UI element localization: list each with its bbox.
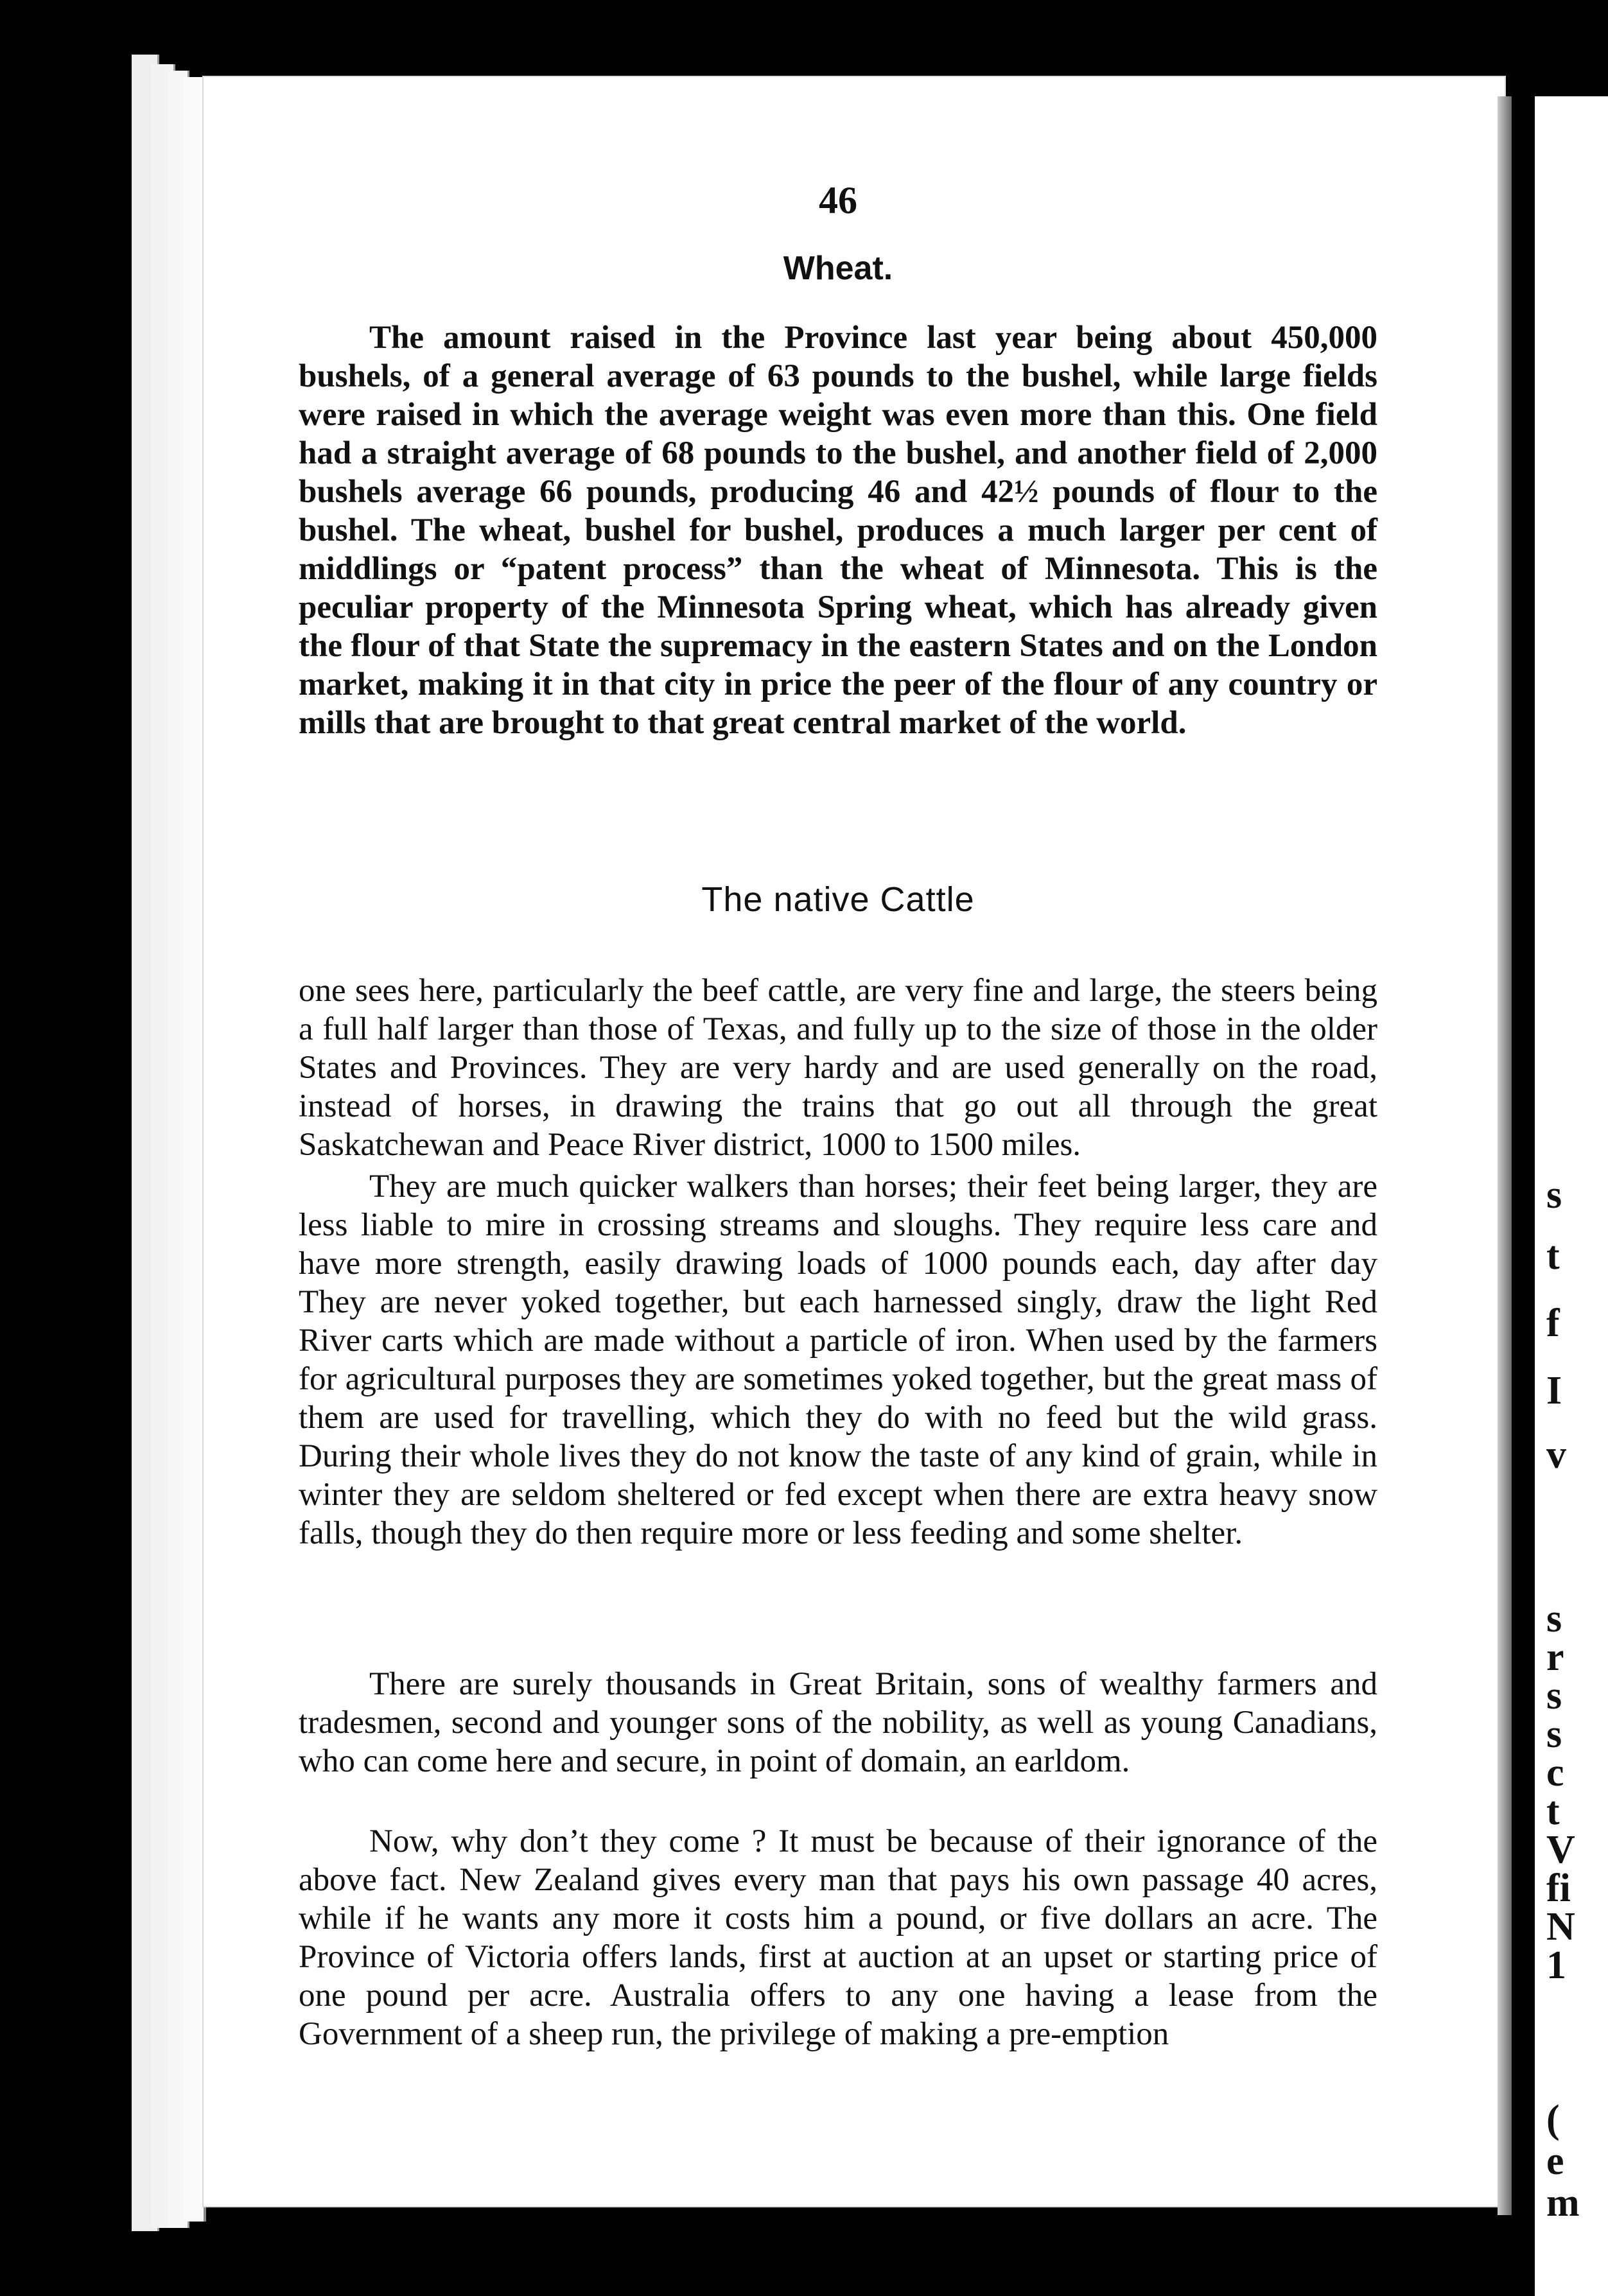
facing-page-fragment: f	[1546, 1301, 1560, 1345]
facing-page-fragment: v	[1546, 1433, 1566, 1477]
page-number: 46	[819, 179, 857, 222]
facing-page-fragment: (	[1546, 2098, 1560, 2141]
facing-page-fragment: fi	[1546, 1866, 1571, 1910]
facing-page-fragment: c	[1546, 1751, 1564, 1795]
facing-page-fragment: 1	[1546, 1944, 1566, 1987]
facing-page-fragment: e	[1546, 2139, 1564, 2183]
cattle-heading: The native Cattle	[701, 880, 975, 919]
scanned-page	[202, 76, 1506, 2207]
cattle-paragraph: There are surely thousands in Great Britain, sons of wealthy farmers and tradesmen, second and younger sons of the nobility, as well as young Canadians, who can come here and secure, in point of domain, an earldom.	[299, 1666, 1377, 1779]
wheat-heading: Wheat.	[783, 250, 893, 287]
facing-page-edge	[1535, 96, 1608, 2296]
cattle-paragraph: They are much quicker walkers than horses; their feet being larger, they are less liable to mire in crossing streams and sloughs. They require less care and have more strength, easily drawing loads of 1000 pounds each, day after day They are never yoked together, but each harnessed singly, draw the light Red River carts which are made without a particle of iron. When used by the farmers for agricultural purposes they are sometimes yoked together, but the great mass of them are used for travelling, which they do with no feed but the wild grass. During their whole lives they do not know the taste of any kind of grain, while in winter they are seldom sheltered or fed except when there are extra heavy snow falls, though they do then require more or less feeding and some shelter.	[299, 1169, 1377, 1551]
gutter-shadow	[1498, 96, 1512, 2215]
facing-page-fragment: s	[1546, 1597, 1562, 1640]
facing-page-fragment: m	[1546, 2181, 1580, 2225]
facing-page-fragment: s	[1546, 1712, 1562, 1756]
facing-page-fragment: t	[1546, 1234, 1560, 1278]
cattle-paragraph: one sees here, particularly the beef cattle, are very fine and large, the steers being a full half larger than those of Texas, and fully up to the size of those in the older States and Provinces. They are very hardy and are used generally on the road, instead of horses, in drawing the trains that go out all through the great Saskatchewan and Peace River district, 1000 to 1500 miles.	[299, 973, 1377, 1163]
facing-page-fragment: V	[1546, 1828, 1575, 1872]
facing-page-fragment: s	[1546, 1173, 1562, 1217]
facing-page-fragment: N	[1546, 1905, 1575, 1949]
facing-page-fragment: I	[1546, 1369, 1562, 1413]
facing-page-fragment: s	[1546, 1674, 1562, 1718]
facing-page-fragment: t	[1546, 1789, 1560, 1833]
cattle-paragraph: Now, why don’t they come ? It must be because of their ignorance of the above fact. New Zealand gives every man that pays his own passage 40 acres, while if he wants any more it costs him a pound, or five dollars an acre. The Province of Victoria offers lands, first at auction at an upset or starting price of one pound per acre. Australia offers to any one having a lease from the Government of a sheep run, the privilege of making a pre-emption	[299, 1823, 1377, 2052]
facing-page-fragment: r	[1546, 1635, 1564, 1679]
wheat-paragraph: The amount raised in the Province last year being about 450,000 bushels, of a general average of 63 pounds to the bushel, while large fields were raised in which the average weight was even more than this. One field had a straight average of 68 pounds to the bushel, and another field of 2,000 bushels average 66 pounds, producing 46 and 42½ pounds of flour to the bushel. The wheat, bushel for bushel, produces a much larger per cent of middlings or “patent process” than the wheat of Minnesota. This is the peculiar property of the Minnesota Spring wheat, which has already given the flour of that State the supremacy in the eastern States and on the London market, making it in that city in price the peer of the flour of any country or mills that are brought to that great central market of the world.	[299, 320, 1377, 741]
